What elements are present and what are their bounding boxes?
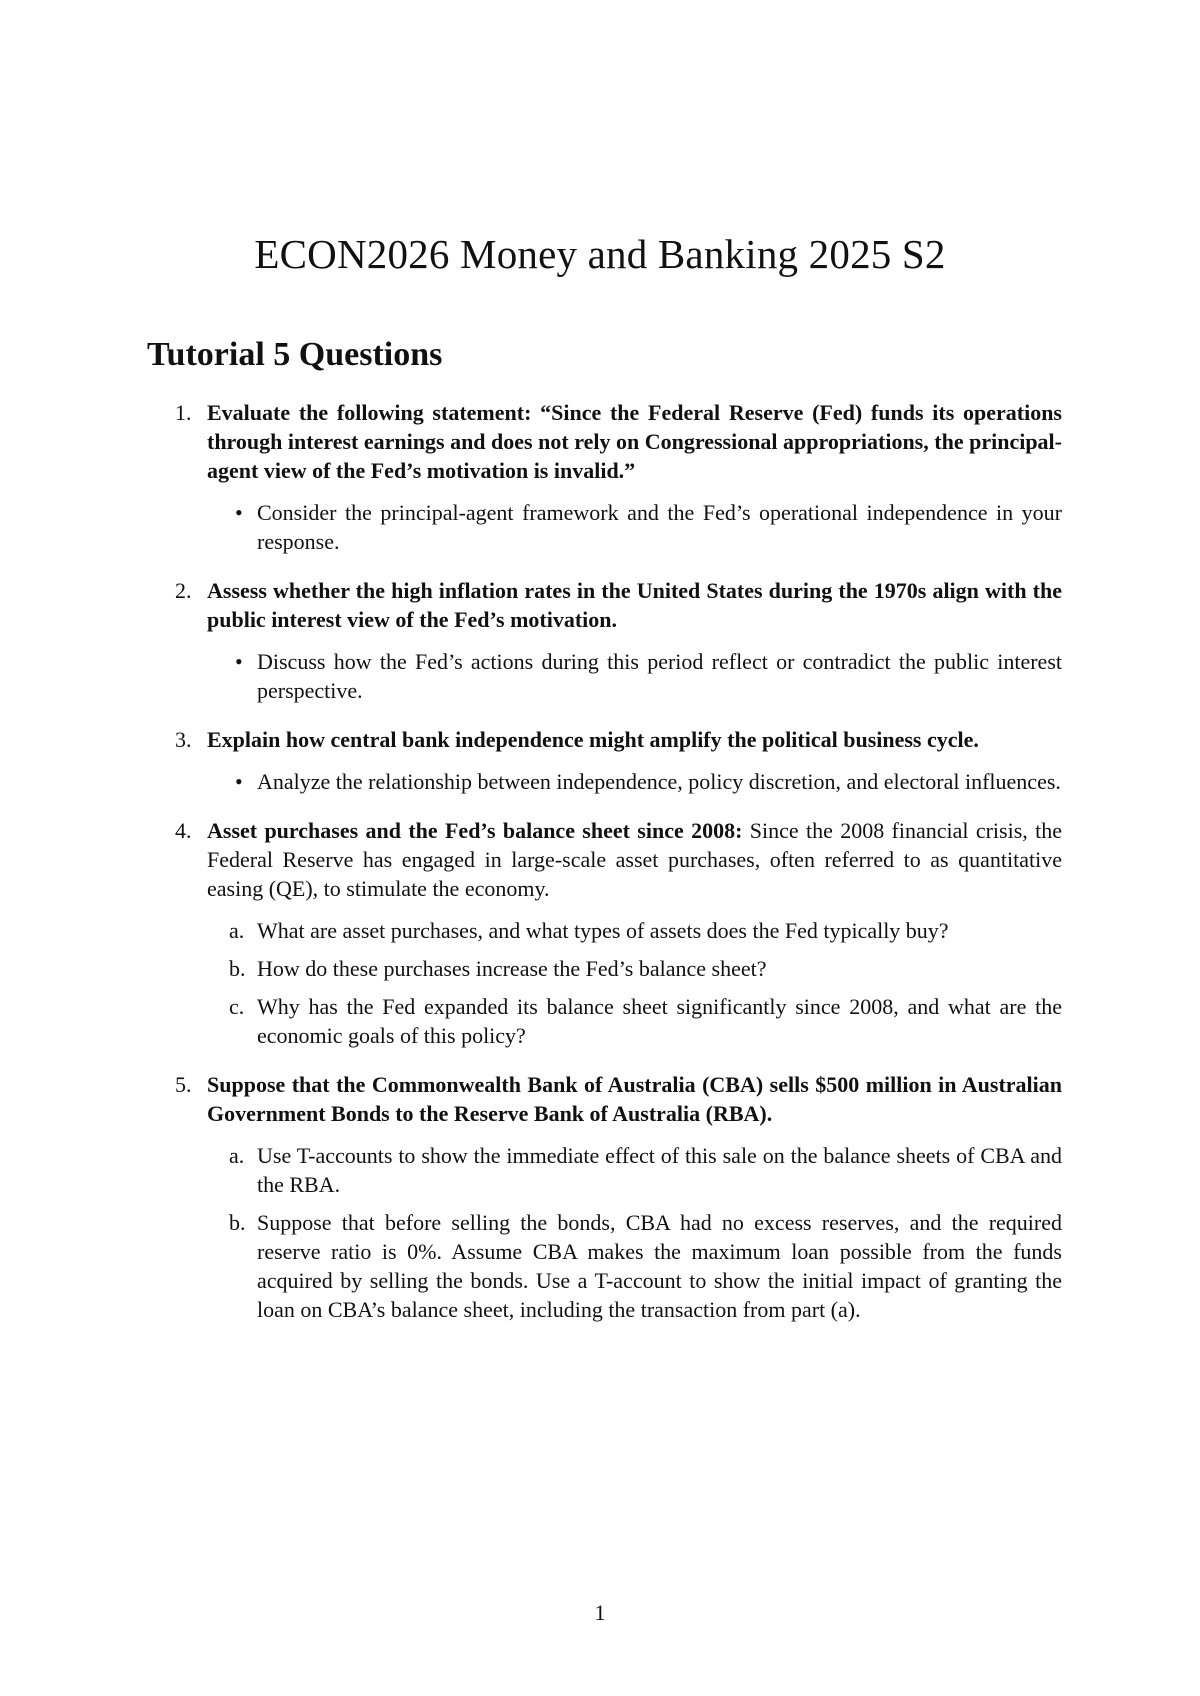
question-text [207,725,1062,754]
question-number: 4. [175,818,192,843]
document-title: ECON2026 Money and Banking 2025 S2 [254,231,946,277]
subpart-text: Why has the Fed expanded its balance sheet significantly since 2008, and what are the economic goals of this policy? [257,994,1062,1048]
subpart-label: a. [229,918,245,943]
question-hint [207,647,1062,705]
question-2 [147,576,1062,705]
subpart-a [207,1141,1062,1199]
question-heading: Asset purchases and the Fed’s balance sheet since 2008: [207,818,743,843]
subpart-label: c. [229,994,245,1019]
subpart-label: b. [229,1210,246,1235]
question-number: 3. [175,727,192,752]
question-5 [147,1070,1062,1324]
hint-text: Analyze the relationship between independence, policy discretion, and electoral influences. [257,769,1061,794]
section-heading: Tutorial 5 Questions [147,336,443,373]
subpart-b [207,954,1062,983]
question-list [147,398,1062,1344]
question-statement: Evaluate the following statement: “Since the Federal Reserve (Fed) funds its operations through interest earnings and does not rely on Congressional appropriations, the principal-agent view of the Fed’s motivation is invalid.” [207,400,1062,483]
question-number: 5. [175,1072,192,1097]
subpart-list [207,916,1062,1050]
question-text [207,398,1062,485]
question-statement: Suppose that the Commonwealth Bank of Australia (CBA) sells $500 million in Australian Government Bonds to the Reserve Bank of Australia (RBA). [207,1072,1062,1126]
question-1 [147,398,1062,556]
question-hint [207,498,1062,556]
question-number: 2. [175,578,192,603]
subpart-text: Suppose that before selling the bonds, CBA had no excess reserves, and the required reserve ratio is 0%. Assume CBA makes the maximum loan possible from the funds acquired by selling the bonds. Use a T-account to show the initial impact of granting the loan on CBA’s balance sheet, including the transaction from part (a). [257,1210,1062,1322]
subpart-a [207,916,1062,945]
question-text [207,1070,1062,1128]
subpart-label: b. [229,956,246,981]
bullet-icon: • [235,500,243,525]
question-text [207,576,1062,634]
bullet-icon: • [235,769,243,794]
bullet-icon: • [235,649,243,674]
subpart-label: a. [229,1143,245,1168]
subpart-list [207,1141,1062,1324]
question-number: 1. [175,400,192,425]
question-text [207,816,1062,903]
subpart-c [207,992,1062,1050]
question-3 [147,725,1062,796]
question-body: Since the 2008 financial crisis, the Federal Reserve has engaged in large-scale asset purchases, often referred to as quantitative easing (QE), to stimulate the economy. [207,818,1062,901]
page-number: 1 [594,1600,606,1625]
question-hint [207,767,1062,796]
hint-text: Consider the principal-agent framework and the Fed’s operational independence in your response. [257,500,1062,554]
subpart-text: How do these purchases increase the Fed’s balance sheet? [257,956,767,981]
subpart-text: Use T-accounts to show the immediate effect of this sale on the balance sheets of CBA and the RBA. [257,1143,1062,1197]
subpart-text: What are asset purchases, and what types of assets does the Fed typically buy? [257,918,949,943]
question-statement: Assess whether the high inflation rates in the United States during the 1970s align with the public interest view of the Fed’s motivation. [207,578,1062,632]
question-4 [147,816,1062,1050]
subpart-b [207,1208,1062,1324]
hint-text: Discuss how the Fed’s actions during this period reflect or contradict the public interest perspective. [257,649,1062,703]
question-statement: Explain how central bank independence might amplify the political business cycle. [207,727,979,752]
